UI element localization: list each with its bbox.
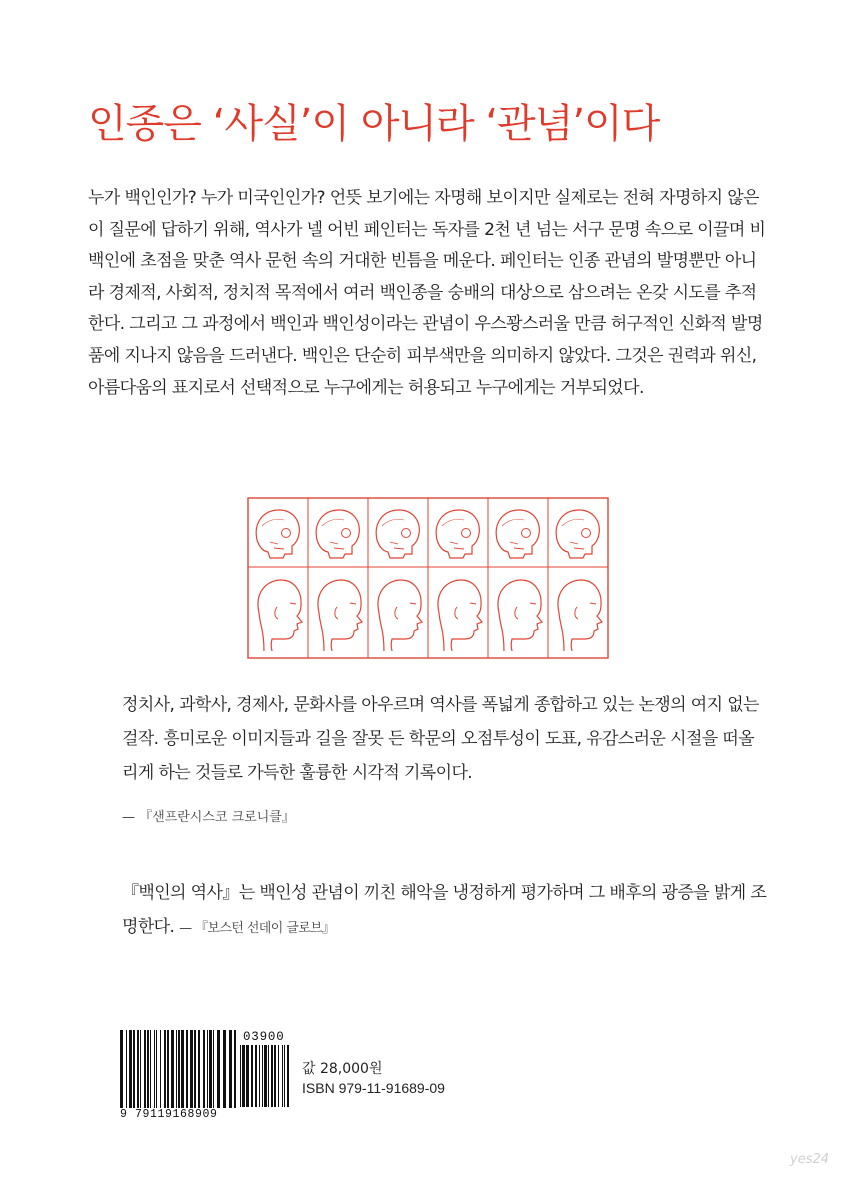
watermark-logo: yes24 bbox=[790, 1152, 830, 1167]
barcode-bar bbox=[164, 1030, 166, 1108]
barcode-bar bbox=[133, 1030, 135, 1108]
review-quote-2-text: 『백인의 역사』는 백인성 관념이 끼친 해악을 냉정하게 평가하며 그 배후의 광증을 밝게 조명한다. bbox=[122, 883, 767, 937]
head-profile-5 bbox=[498, 580, 542, 651]
barcode-bar bbox=[274, 1045, 276, 1107]
price: 값 28,000원 bbox=[302, 1061, 383, 1077]
barcode-bar bbox=[171, 1030, 174, 1108]
barcode-bar bbox=[203, 1030, 205, 1108]
skull-profiles-illustration bbox=[247, 497, 609, 659]
barcode-bar bbox=[278, 1045, 279, 1107]
barcode-bar bbox=[282, 1045, 283, 1107]
skull-drawing-5 bbox=[496, 510, 539, 558]
barcode-bar bbox=[178, 1030, 180, 1108]
isbn-number: ISBN 979-11-91689-09 bbox=[302, 1080, 445, 1096]
barcode-bar bbox=[160, 1030, 161, 1108]
barcode-bar bbox=[251, 1045, 253, 1107]
skull-drawing-6 bbox=[556, 510, 599, 558]
barcode-bar bbox=[223, 1030, 226, 1108]
barcode-bar bbox=[268, 1045, 269, 1107]
barcode-bar bbox=[240, 1045, 241, 1107]
barcode-bar bbox=[147, 1030, 149, 1108]
barcode-bar bbox=[259, 1045, 260, 1107]
barcode-bar bbox=[126, 1030, 127, 1108]
barcode-bar bbox=[181, 1030, 184, 1108]
barcode-bar bbox=[167, 1030, 169, 1108]
head-profile-4 bbox=[438, 580, 482, 651]
description-paragraph: 누가 백인인가? 누가 미국인인가? 언뜻 보기에는 자명해 보이지만 실제로는 전혀 자명하지 않은 이 질문에 답하기 위해, 역사가 넬 어빈 페인터는 독자를 2천 년 넘는 서구 문명 속으로 이끌며 비백인에 초점을 맞춘 역사 문헌 속의 거대한 빈틈을 메운다. 페인터는 인종 관념의 발명뿐만 아니라 경제적, 사회적, 정치적 목적에서 여러 백인종을 숭배의 대상으로 삼으려는 온갖 시도를 추적한다. 그리고 그 과정에서 백인과 백인성이라는 관념이 우스꽝스러울 만큼 허구적인 신화적 발명품에 지나지 않음을 드러낸다. 백인은 단순히 피부색만을 의미하지 않았다. 그것은 권력과 위신, 아름다움의 표지로서 선택적으로 누구에게는 허용되고 누구에게는 거부되었다. bbox=[88, 188, 766, 398]
barcode-bar bbox=[154, 1030, 155, 1108]
barcode-bar bbox=[213, 1030, 214, 1108]
barcode-digits: 9 79119168909 bbox=[120, 1108, 218, 1121]
barcode-bar bbox=[207, 1030, 208, 1108]
barcode-bar bbox=[137, 1030, 139, 1108]
head-profile-2 bbox=[318, 580, 362, 651]
barcode-bar bbox=[271, 1045, 273, 1107]
barcode-bar bbox=[262, 1045, 263, 1107]
barcode-bar bbox=[264, 1045, 267, 1107]
barcode-bar bbox=[156, 1030, 157, 1108]
barcode-bar bbox=[144, 1030, 146, 1108]
barcode-bar bbox=[176, 1030, 177, 1108]
review-quote-1: 정치사, 과학사, 경제사, 문화사를 아우르며 역사를 폭넓게 종합하고 있는 논쟁의 여지 없는 걸작. 흥미로운 이미지들과 길을 잘못 든 학문의 오점투성이 도표, 유감스러운 시절을 떠올리게 하는 것들로 가득한 훌륭한 시각적 기록이다. bbox=[122, 695, 759, 783]
barcode-bar bbox=[140, 1030, 141, 1108]
addon-barcode bbox=[240, 1045, 290, 1107]
barcode-bar bbox=[255, 1045, 257, 1107]
skull-drawing-4 bbox=[436, 510, 479, 558]
barcode-bar bbox=[190, 1030, 193, 1108]
head-profile-1 bbox=[258, 580, 302, 651]
barcode-bar bbox=[287, 1045, 289, 1107]
barcode-bar bbox=[234, 1030, 236, 1108]
barcode-bar bbox=[198, 1030, 200, 1108]
headline: 인종은 ‘사실’이 아니라 ‘관념’이다 bbox=[88, 101, 660, 147]
review-quote-2 bbox=[122, 876, 772, 946]
barcode-bar bbox=[246, 1045, 249, 1107]
barcode-bar bbox=[217, 1030, 220, 1108]
skull-drawing-2 bbox=[316, 510, 359, 558]
review-source-2: — 『보스턴 선데이 글로브』 bbox=[179, 921, 335, 936]
barcode-bar bbox=[129, 1030, 132, 1108]
barcode-bar bbox=[150, 1030, 151, 1108]
isbn-barcode bbox=[120, 1030, 238, 1110]
head-profile-3 bbox=[378, 580, 422, 651]
skull-drawing-1 bbox=[256, 510, 299, 558]
barcode-bar bbox=[194, 1030, 196, 1108]
skull-drawing-3 bbox=[376, 510, 419, 558]
head-profile-6 bbox=[558, 580, 602, 651]
barcode-bar bbox=[229, 1030, 232, 1108]
addon-code: 03900 bbox=[243, 1030, 285, 1044]
review-source-1: — 『샌프란시스코 크로니클』 bbox=[122, 810, 295, 825]
barcode-bar bbox=[284, 1045, 285, 1107]
barcode-bar bbox=[186, 1030, 188, 1108]
barcode-bar bbox=[242, 1045, 245, 1107]
barcode-bar bbox=[209, 1030, 212, 1108]
barcode-bar bbox=[120, 1030, 123, 1108]
